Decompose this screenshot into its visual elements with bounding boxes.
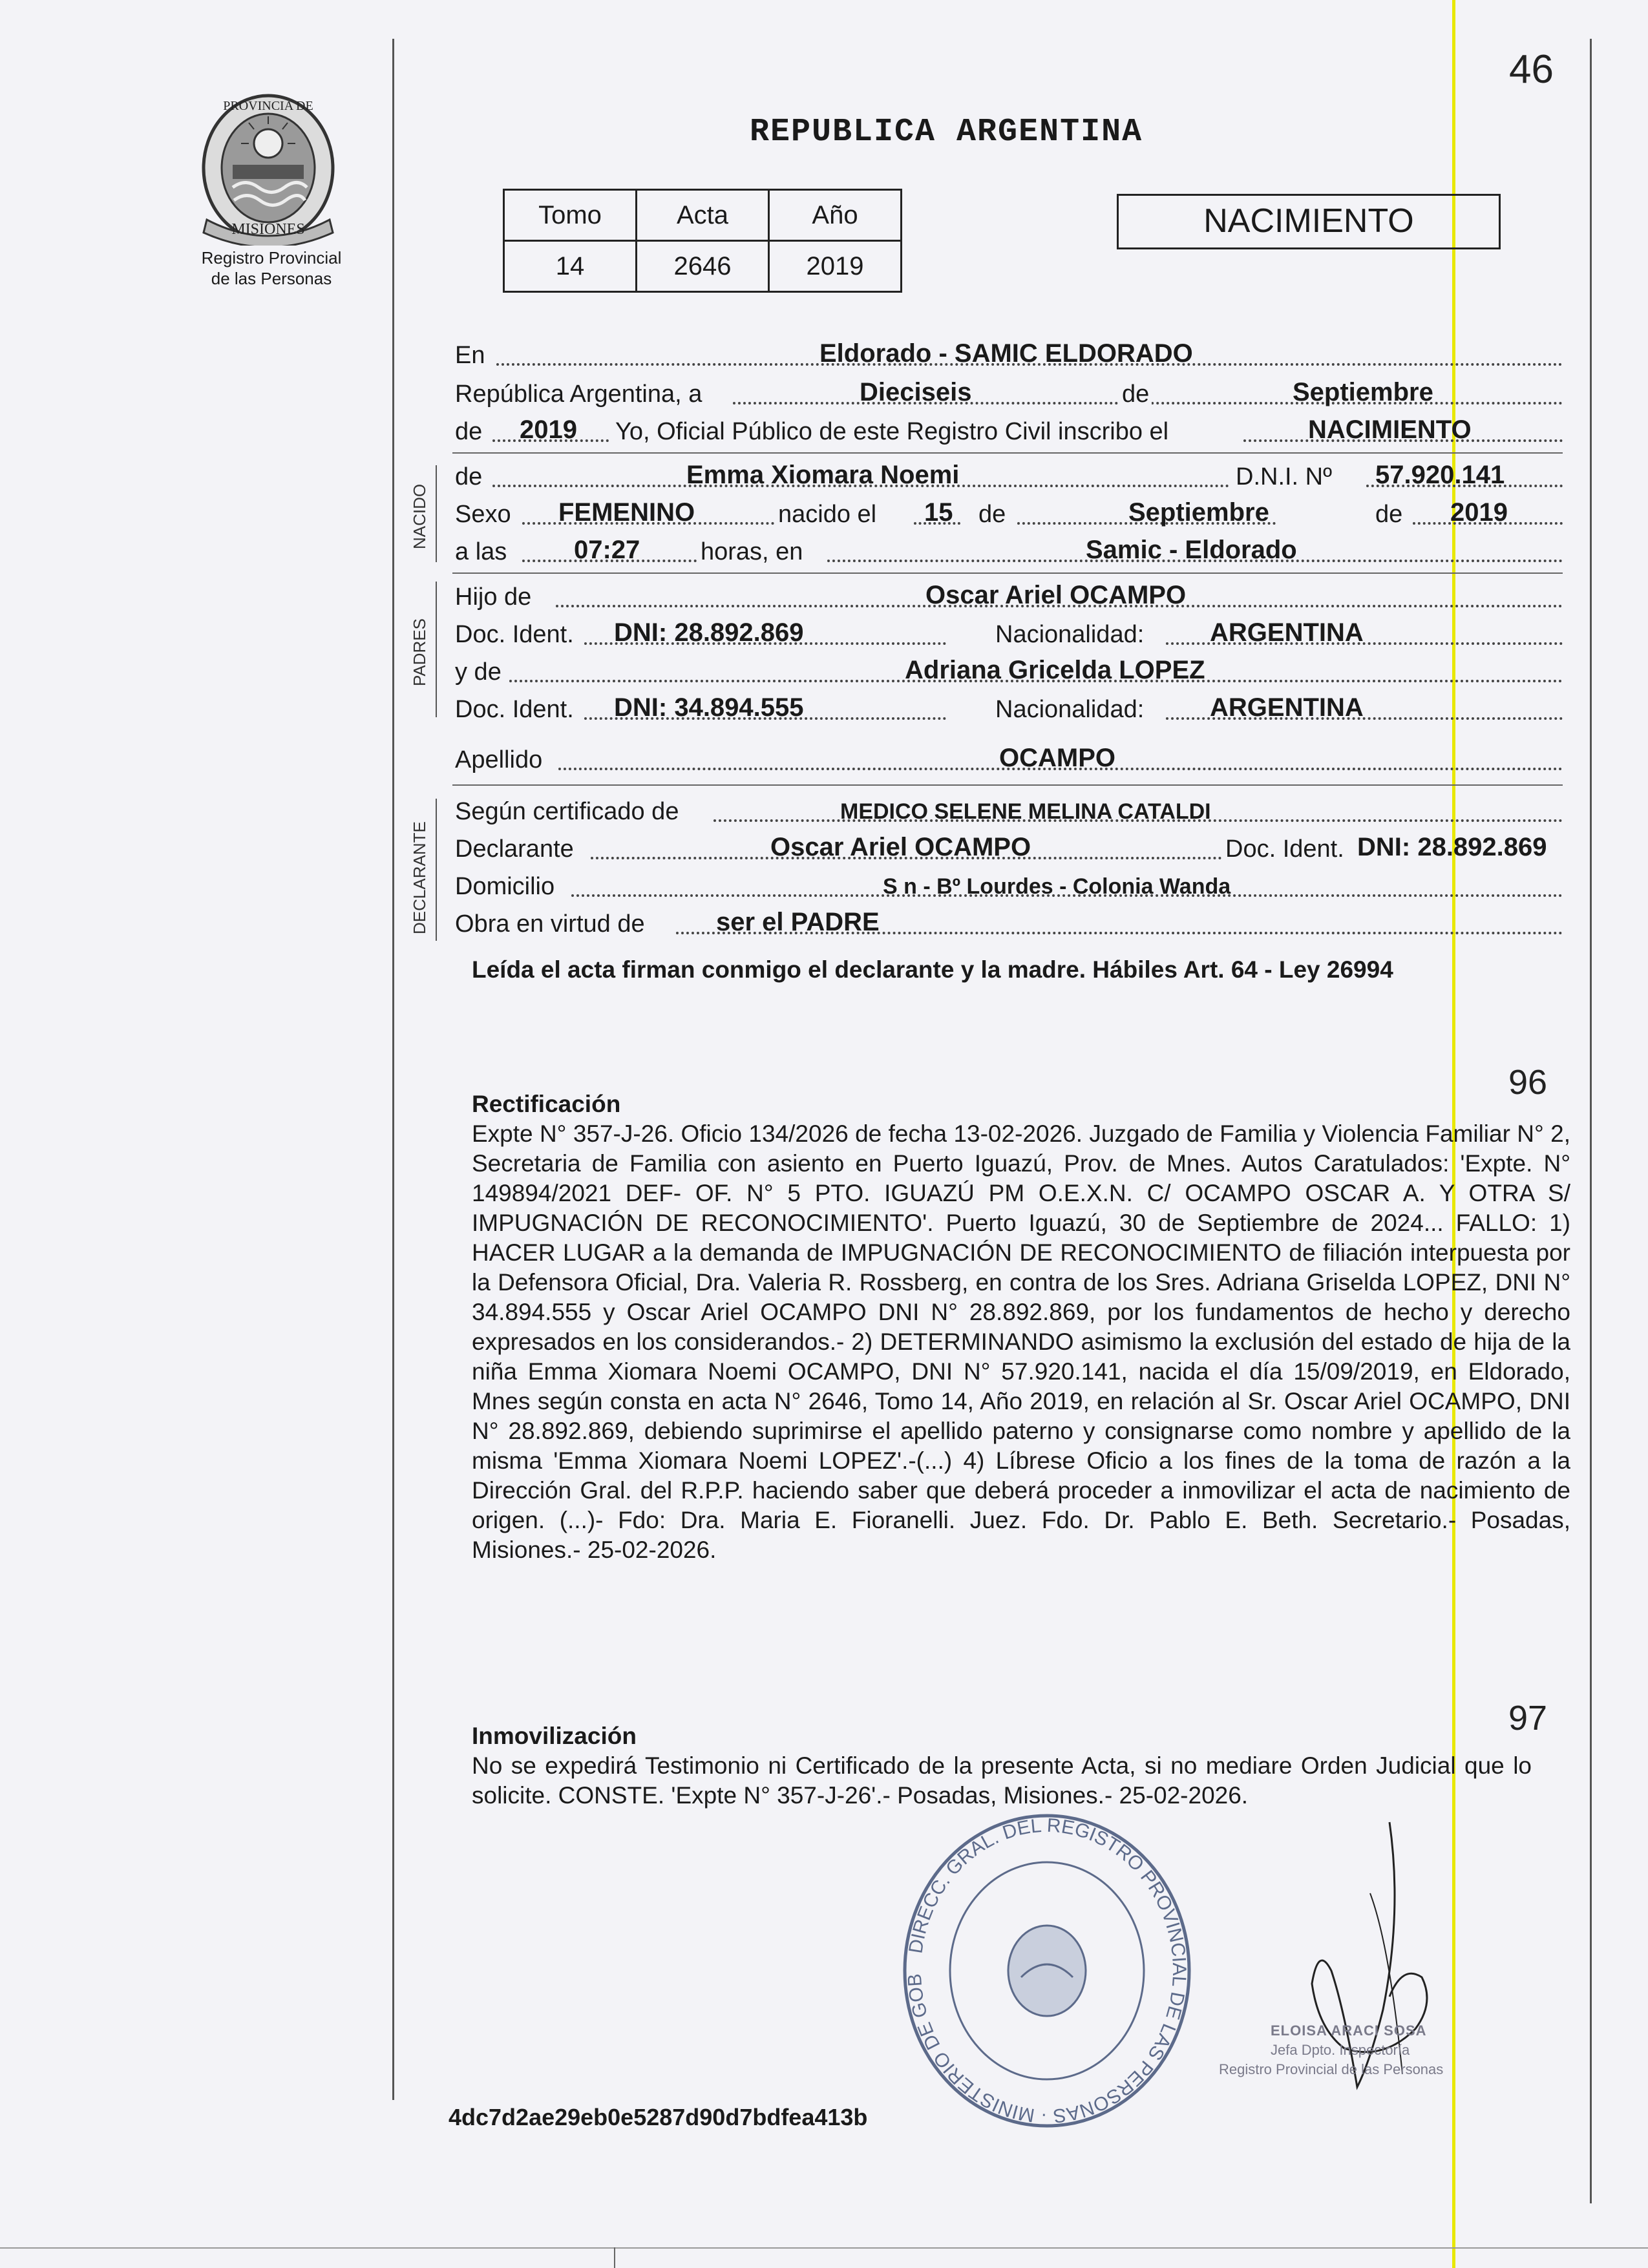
- inmovilizacion-body: No se expedirá Testimonio ni Certificado de la presente Acta, si no mediare Orden Judicial que lo solicite. CONSTE. 'Expte N° 357-J-26'.- Posadas, Misiones.- 25-02-2026.: [472, 1752, 1532, 1809]
- label-de: de: [1375, 501, 1403, 528]
- document-hash: 4dc7d2ae29eb0e5287d90d7bdfea413b: [449, 2104, 868, 2130]
- acta-header: Acta: [637, 190, 769, 241]
- mother-doc: DNI: 34.894.555: [614, 693, 804, 722]
- father-name: Oscar Ariel OCAMPO: [925, 581, 1187, 609]
- mother-nationality: ARGENTINA: [1210, 693, 1364, 722]
- label-doc: Doc. Ident.: [455, 696, 574, 723]
- label-de: de: [455, 418, 483, 445]
- label-nacionalidad: Nacionalidad:: [995, 696, 1145, 723]
- registry-stamp-icon: [898, 1809, 1196, 2132]
- apellido-value: OCAMPO: [999, 744, 1115, 772]
- event-value: NACIMIENTO: [1308, 415, 1472, 444]
- tomo-header: Tomo: [504, 190, 637, 241]
- svg-text:MISIONES: MISIONES: [231, 221, 305, 238]
- birth-place: Samic - Eldorado: [1086, 536, 1297, 564]
- row-obra: [455, 905, 1563, 943]
- label-obra: Obra en virtud de: [455, 910, 645, 938]
- rectificacion-body: Expte N° 357-J-26. Oficio 134/2026 de fecha 13-02-2026. Juzgado de Familia y Violencia Familiar N° 2, Secretaria de Familia con asiento en Puerto Iguazú, Prov. de Mnes. Autos Caratulados: 'Expte. N° 149894/2021 DEF- OF. N° 5 PTO. IGUAZÚ PM O.E.X.N. C/ OCAMPO OSCAR A. Y OTRA S/ IMPUGNACIÓN DE RECONOCIMIENTO'. Puerto Iguazú, 30 de Septiembre de 2024... FALLO: 1) HACER LUGAR a la demanda de IMPUGNACIÓN DE RECONOCIMIENTO de filiación interpuesta por la Defensora Oficial, Dra. Valeria R. Rossberg, en contra de los Sres. Adriana Griselda LOPEZ, DNI N° 34.894.555 y Oscar Ariel OCAMPO DNI N° 28.892.869, por los fundamentos de hecho y derecho expresados en los considerandos.- 2) DETERMINANDO asimismo la exclusión del estado de hija de la niña Emma Xiomara Noemi OCAMPO, DNI N° 57.920.141, nacida el día 15/09/2019, en Eldorado, Mnes según consta en acta N° 2646, Tomo 14, Año 2019, en relación al Sr. Oscar Ariel OCAMPO, DNI N° 28.892.869, debiendo suprimirse el apellido paterno y consignarse como nombre y apellido de la misma 'Emma Xiomara Noemi LOPEZ'.-(...) 4) Líbrese Oficio a los fines de la toma de razón a la Dirección Gral. del R.P.P. haciendo saber que deberá proceder a inmovilizar el acta de nacimiento de origen. (...)- Fdo: Dra. Maria E. Fioranelli. Juez. Fdo. Dr. Pablo E. Beth. Secretario.- Posadas, Misiones.- 25-02-2026.: [472, 1120, 1570, 1563]
- page-title: REPUBLICA ARGENTINA: [750, 114, 1143, 151]
- row-certificado: [455, 792, 1563, 831]
- label-de: de: [1119, 381, 1152, 408]
- logo-caption-1: Registro Provincial: [201, 248, 342, 268]
- label-nacido-el: nacido el: [778, 501, 877, 528]
- birth-time: 07:27: [574, 536, 640, 564]
- label-certificado: Según certificado de: [455, 798, 679, 825]
- row-en: [455, 336, 1563, 375]
- section-label-nacido: NACIDO: [410, 483, 429, 549]
- label-y-de: y de: [455, 658, 502, 686]
- svg-text:PROVINCIA DE: PROVINCIA DE: [223, 99, 313, 113]
- row-domicilio: [455, 867, 1563, 906]
- row-mother-doc: [455, 690, 1563, 729]
- signer-name: ELOISA ARACI SOSA: [1271, 2022, 1427, 2039]
- section-bar: [436, 582, 437, 717]
- right-margin-line: [1590, 39, 1592, 2203]
- bottom-tick: [614, 2247, 615, 2268]
- inmovilizacion-title: Inmovilización: [472, 1723, 637, 1749]
- signer-role: Jefa Dpto. Inspectoría: [1271, 2042, 1410, 2058]
- label-de: de: [978, 501, 1006, 528]
- svg-text:DIRECC. GRAL. DEL REGISTRO PRO: DIRECC. GRAL. DEL REGISTRO PROVINCIAL DE LAS PERSONAS · MINISTERIO DE GOB: [903, 1814, 1190, 2127]
- declarante-name: Oscar Ariel OCAMPO: [770, 833, 1031, 861]
- left-margin-line: [392, 39, 394, 2100]
- record-table: [503, 189, 902, 293]
- row-mother: [455, 653, 1563, 691]
- page-number: 46: [1509, 47, 1554, 92]
- month-value: Septiembre: [1293, 378, 1433, 406]
- section-bar: [436, 465, 437, 562]
- label-dni: D.N.I. Nº: [1236, 463, 1332, 490]
- label-domicilio: Domicilio: [455, 873, 555, 900]
- certificado-value: MEDICO SELENE MELINA CATALDI: [840, 799, 1211, 824]
- birth-day: 15: [924, 498, 953, 527]
- label-doc: Doc. Ident.: [1221, 835, 1348, 863]
- acta-value: 2646: [637, 241, 769, 292]
- declarante-doc: DNI: 28.892.869: [1357, 833, 1547, 861]
- rectificacion-title: Rectificación: [472, 1091, 621, 1117]
- domicilio-value: S n - Bº Lourdes - Colonia Wanda: [883, 874, 1231, 899]
- mother-name: Adriana Gricelda LOPEZ: [905, 656, 1205, 684]
- row-sexo: [455, 495, 1563, 534]
- obra-value: ser el PADRE: [716, 908, 880, 936]
- label-a-las: a las: [455, 538, 507, 565]
- closing-note: Leída el acta firman conmigo el declarante y la madre. Hábiles Art. 64 - Ley 26994: [472, 956, 1393, 983]
- child-name: Emma Xiomara Noemi: [686, 461, 960, 489]
- row-year: [455, 412, 1563, 451]
- rectificacion-number: 96: [1508, 1063, 1548, 1102]
- row-name: [455, 457, 1563, 496]
- label-apellido: Apellido: [455, 746, 543, 773]
- place-value: Eldorado - SAMIC ELDORADO: [819, 339, 1193, 368]
- label-horas: horas, en: [701, 538, 803, 565]
- row-father: [455, 578, 1563, 616]
- row-declarante: [455, 830, 1563, 868]
- label-republica: República Argentina, a: [455, 381, 703, 408]
- separator: [452, 452, 1563, 454]
- birth-month: Septiembre: [1128, 498, 1269, 527]
- label-en: En: [455, 342, 485, 369]
- anio-header: Año: [769, 190, 902, 241]
- father-nationality: ARGENTINA: [1210, 618, 1364, 647]
- signer-org: Registro Provincial de las Personas: [1219, 2061, 1444, 2077]
- father-doc: DNI: 28.892.869: [614, 618, 804, 647]
- row-apellido: [455, 740, 1563, 779]
- label-inscribo: Yo, Oficial Público de este Registro Civil inscribo el: [615, 418, 1169, 445]
- section-label-padres: PADRES: [410, 618, 429, 686]
- row-republica: [455, 375, 1563, 414]
- province-seal-icon: [194, 90, 343, 246]
- day-value: Dieciseis: [860, 378, 972, 406]
- record-type-box: NACIMIENTO: [1117, 194, 1501, 249]
- logo-caption-2: de las Personas: [211, 269, 332, 288]
- bottom-edge-line: [0, 2247, 1648, 2249]
- child-dni: 57.920.141: [1375, 461, 1505, 489]
- separator: [452, 572, 1563, 574]
- label-doc: Doc. Ident.: [455, 621, 574, 648]
- row-hora: [455, 532, 1563, 571]
- inmovilizacion-number: 97: [1508, 1699, 1548, 1738]
- section-bar: [436, 799, 437, 941]
- birth-year: 2019: [1450, 498, 1508, 527]
- official-stamp: [898, 1809, 1196, 2132]
- label-de: de: [455, 463, 483, 490]
- row-father-doc: [455, 615, 1563, 654]
- label-nacionalidad: Nacionalidad:: [995, 621, 1145, 648]
- section-label-declarante: DECLARANTE: [410, 821, 429, 934]
- label-declarante: Declarante: [455, 835, 574, 863]
- sexo-value: FEMENINO: [558, 498, 695, 527]
- anio-value: 2019: [769, 241, 902, 292]
- label-sexo: Sexo: [455, 501, 511, 528]
- province-logo: [194, 90, 343, 252]
- tomo-value: 14: [504, 241, 637, 292]
- label-hijo-de: Hijo de: [455, 583, 532, 611]
- year-value: 2019: [520, 415, 577, 444]
- separator: [452, 784, 1563, 786]
